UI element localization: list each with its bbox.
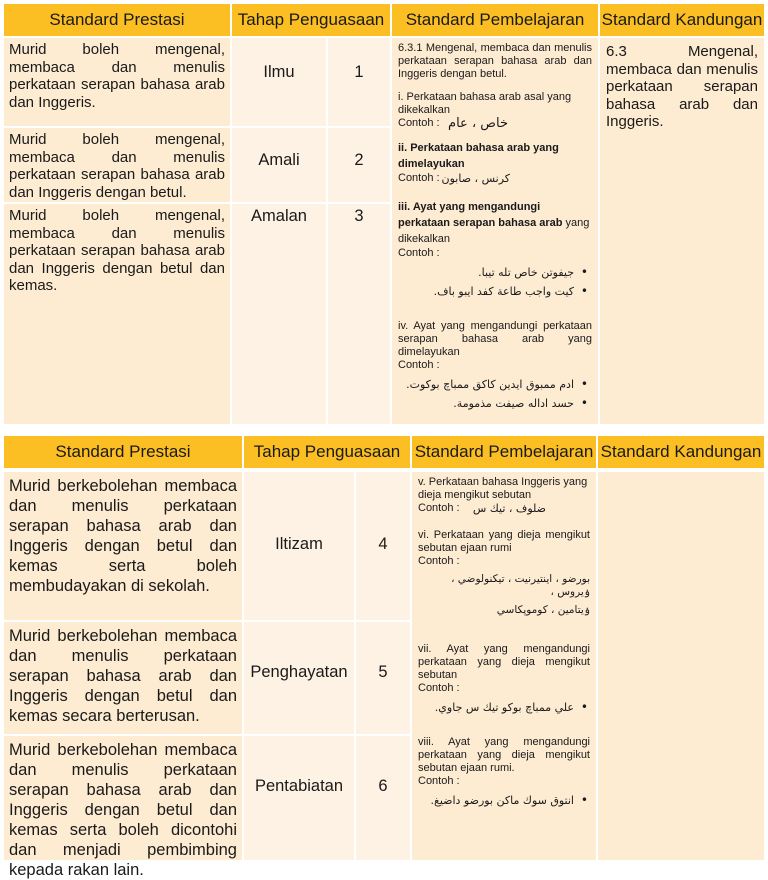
arabic-bullet: كيت واجب طاعة كفد ايبو باف. • (398, 285, 588, 298)
header-tahap-penguasaan (244, 436, 410, 468)
tahap-cell (244, 736, 354, 860)
tahap-number-cell (328, 204, 390, 424)
header-standard-pembelajaran (412, 436, 596, 468)
prestasi-text: Murid boleh mengenal, membaca dan menulis perkataan serapan bahasa arab dan Inggeris. (9, 41, 225, 111)
contoh-label: Contoh : (418, 682, 460, 694)
tahap-label: Pentabiatan (254, 777, 344, 795)
item-v-title: v. Perkataan bahasa Inggeris yang dieja mengikut sebutan (418, 476, 588, 501)
header-standard-pembelajaran (392, 4, 598, 36)
table-1 (4, 4, 764, 424)
item-iv-title: iv. Ayat yang mengandungi perkataan serapan bahasa arab yang dimelayukan (398, 320, 592, 358)
tahap-number: 2 (354, 151, 364, 169)
prestasi-cell (4, 472, 242, 620)
arabic-bullet: انتوق سوك ماكن بورضو داضيغ. • (418, 794, 588, 807)
item-iii-title-bold: iii. Ayat yang mengandungi perkataan serapan bahasa arab (398, 201, 563, 229)
table-2 (4, 436, 764, 879)
arabic-bullet: حسد اداله صيفت مذمومة. • (398, 397, 588, 410)
tahap-number-cell (356, 622, 410, 734)
arabic-bullet: جيفوتن خاص تله تيبا. • (398, 266, 588, 279)
prestasi-cell (4, 622, 242, 734)
header-label: Standard Pembelajaran (405, 10, 585, 29)
tahap-number: 1 (354, 63, 364, 81)
item-iii-title (398, 199, 592, 247)
header-standard-kandungan (598, 436, 764, 468)
contoh-label: Contoh : (418, 775, 460, 787)
item-ii-title: ii. Perkataan bahasa arab yang dimelayukan (398, 142, 559, 170)
tahap-number: 6 (378, 777, 388, 795)
arabic-example: بورضو ، اينتيرنيت ، تيكنولوضي ، ۏيروس ، (451, 573, 590, 598)
tahap-number: 3 (354, 207, 364, 225)
tahap-number: 4 (378, 535, 388, 553)
prestasi-cell (4, 204, 230, 424)
pembelajaran-cell (392, 38, 598, 424)
prestasi-text: Murid berkebolehan membaca dan menulis perkataan serapan bahasa arab dan Inggeris dengan betul dan kemas serta boleh dicontohi dan menjadi pembimbing kepada rakan lain. (9, 741, 237, 879)
header-label: Standard Pembelajaran (414, 442, 594, 461)
header-label: Tahap Penguasaan (253, 442, 401, 461)
tahap-number-cell (356, 736, 410, 860)
header-label: Tahap Penguasaan (237, 10, 385, 29)
arabic-example: ۏيتامين ، كوموڽكاسي (496, 604, 590, 616)
header-standard-kandungan (600, 4, 764, 36)
tahap-cell (232, 128, 326, 202)
kandungan-cell (600, 38, 764, 424)
tahap-cell (244, 622, 354, 734)
header-label: Standard Kandungan (600, 442, 762, 461)
arabic-example: ضلوف ، تيك س (472, 502, 546, 515)
contoh-label: Contoh : (418, 502, 460, 514)
header-standard-prestasi (4, 4, 230, 36)
prestasi-text: Murid berkebolehan membaca dan menulis perkataan serapan bahasa arab dan Inggeris dengan betul dan kemas serta boleh membudayakan di sekolah. (9, 477, 237, 595)
item-viii-title: viii. Ayat yang mengandungi perkataan yang dieja mengikut sebutan ejaan rumi. (418, 736, 590, 774)
contoh-label: Contoh : (398, 247, 440, 259)
tahap-label: Ilmu (263, 63, 295, 81)
tahap-label: Amali (258, 151, 300, 169)
item-vi-title: vi. Perkataan yang dieja mengikut sebutan ejaan rumi (418, 529, 590, 554)
contoh-label: Contoh : (418, 555, 460, 567)
arabic-bullet: ادم ممبوق ايدين كاكق ممباچ بوكوت. • (398, 378, 588, 391)
contoh-label: Contoh : (398, 172, 440, 184)
contoh-label: Contoh : (398, 117, 440, 129)
header-label: Standard Prestasi (49, 10, 185, 29)
tahap-number: 5 (378, 663, 388, 681)
header-label: Standard Kandungan (601, 10, 763, 29)
prestasi-text: Murid boleh mengenal, membaca dan menulis perkataan serapan bahasa arab dan Inggeris dengan betul dan kemas. (9, 207, 225, 294)
prestasi-cell (4, 128, 230, 202)
tahap-cell (244, 472, 354, 620)
item-vii-title: vii. Ayat yang mengandungi perkataan yang dieja mengikut sebutan (418, 643, 590, 681)
kandungan-text: 6.3 Mengenal, membaca dan menulis perkataan serapan bahasa arab dan Inggeris. (606, 43, 758, 130)
tahap-label: Amalan (251, 207, 307, 225)
arabic-example: كرنس ، صابون (441, 172, 510, 185)
header-label: Standard Prestasi (55, 442, 191, 461)
header-standard-prestasi (4, 436, 242, 468)
arabic-example: خاص ، عام (448, 116, 508, 131)
prestasi-cell (4, 736, 242, 879)
header-tahap-penguasaan (232, 4, 390, 36)
tahap-number-cell (356, 472, 410, 620)
tahap-label: Penghayatan (250, 663, 348, 681)
prestasi-text: Murid boleh mengenal, membaca dan menulis perkataan serapan bahasa arab dan Inggeris dengan betul. (9, 131, 225, 201)
kandungan-cell (598, 472, 764, 860)
prestasi-text: Murid berkebolehan membaca dan menulis perkataan serapan bahasa arab dan Inggeris dengan betul dan kemas secara berterusan. (9, 627, 237, 725)
tahap-cell (232, 204, 326, 424)
tahap-cell (232, 38, 326, 126)
prestasi-cell (4, 38, 230, 126)
contoh-label: Contoh : (398, 359, 440, 371)
pembelajaran-cell (412, 472, 596, 860)
arabic-bullet: علي ممباچ بوكو تيك س جاوي. • (418, 701, 588, 714)
item-i-title: i. Perkataan bahasa arab asal yang dikekalkan (398, 91, 572, 116)
pembelajaran-intro: 6.3.1 Mengenal, membaca dan menulis perkataan serapan bahasa arab dan Inggeris dengan betul. (398, 42, 592, 80)
item-iii-title-rest: yang dikekalkan (398, 217, 590, 245)
tahap-number-cell (328, 38, 390, 126)
tahap-label: Iltizam (275, 535, 323, 553)
tahap-number-cell (328, 128, 390, 202)
